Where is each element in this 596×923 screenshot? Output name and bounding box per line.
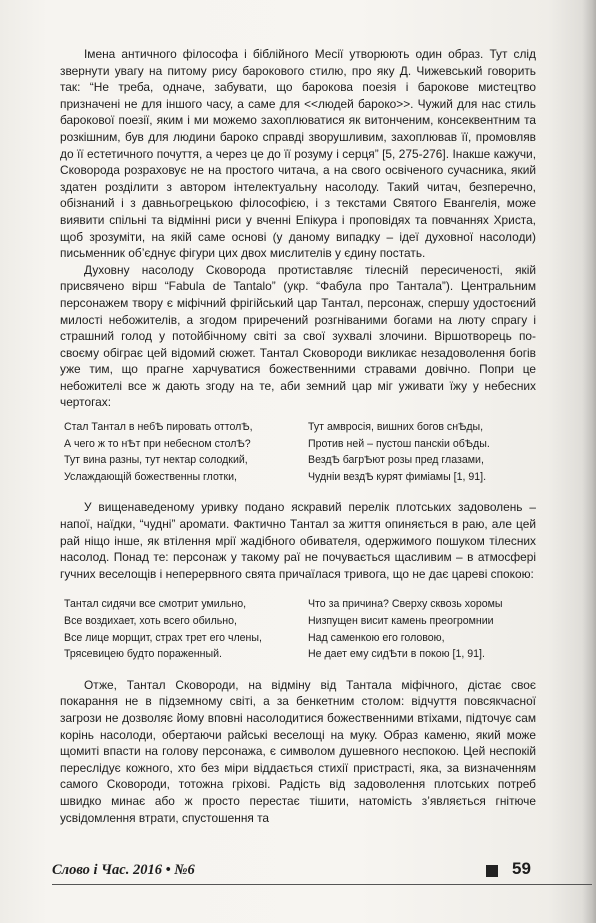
verse-line: Над саменкою его головою,: [308, 631, 445, 644]
journal-title: Слово і Час. 2016 • №6: [52, 862, 195, 878]
poem-2-right-column: [308, 596, 536, 662]
square-marker-icon: [486, 865, 498, 877]
article-body: [60, 46, 536, 826]
verse-line: Стал Тантал в небѢ пировать оттолѢ,: [64, 421, 253, 434]
verse-line: Низпущен висит камень преогромнии: [308, 615, 494, 627]
verse-line: Чудніи вездѢ курят фиміамы [1, 91].: [308, 470, 487, 483]
poem-1-left-column: [64, 419, 292, 485]
verse-line: Против ней – пустош панскіи обѢды.: [308, 437, 490, 450]
verse-line: Все воздихает, хоть всего обильно,: [64, 615, 237, 627]
page-footer: [52, 856, 542, 886]
verse-line: А чего ж то нѢт при небесном столѢ?: [64, 437, 251, 450]
paragraph-3: У вищенаведеному уривку подано яскравий перелік плотських задоволень – напої, наїдки, “чудні” аромати. Фактично Тантал за життя опиняється в раю, але цей рай ніщо інше, як втілення мрії жадібного обивателя, одержимого пошуком тілесних насолод. Понад те: персонаж у такому раї не почувається щасливим – в атмосфері гучних веселощів і неперервного свята причаїлася тривога, що не дає цареві спокою:: [60, 500, 536, 581]
paragraph-2: Духовну насолоду Сковорода протиставляє тілесній пересиченості, якій присвячено вірш “Fabula de Tantalo” (укр. “Фабула про Тантала”). Центральним персонажем твору є міфічний фрігійський цар Тантал, персонаж, спершу удостоєний милості небожителів, а згодом приречений розгніваними богами на люту спрагу і страшний голод у потойбічному світі за свої зухвалі злочини. Віршотворець по-своєму обіграє цей відомий сюжет. Тантал Сковороди викликає незадоволення богів уже тим, що прагне харчуватися божественними стравами довічно. Попри це небожителі все ж дають згоду на те, аби земний цар міг уживати їжу у небесних чертогах:: [60, 262, 536, 410]
verse-line: Все лице морщит, страх трет его члены,: [64, 631, 262, 644]
verse-line: Что за причина? Сверху сквозь хоромы: [308, 598, 503, 611]
poem-2-left-column: [64, 596, 292, 662]
paragraph-1: Імена античного філософа і біблійного Месії утворюють один образ. Тут слід звернути увагу на питому рису барокового стилю, про яку Д. Чижевський говорить так: “Не треба, одначе, забувати, що барокова поезія і барокове мистецтво призначені не для іншого часу, а саме для <<людей бароко>>. Чужий для нас стиль барокової поезії, яким і ми можемо захоплюватися як витонченим, консеквентним та розкішним, був для людини бароко справді зворушливим, захоплював її, промовляв до її естетичного почуття, а через це до її розуму і серця” [5, 275-276]. Інакше кажучи, Сковорода розраховує не на простого читача, а на свого освіченого сучасника, який здатен розділити з автором інтелектуальну насолоду. Такий читач, безперечно, обізнаний і з давньогрецькою філософією, і з текстами Святого Евангелія, може виявити спільні та відмінні риси у вченні Епікура і проповідях та повчаннях Христа, щоб зрозуміти, на якій саме основі (у даному випадку – ідеї духовної насолоди) письменник об’єднує фігури цих двох мислителів у єдину постать.: [60, 47, 536, 261]
verse-line: Услаждающій божественны глотки,: [64, 470, 237, 483]
poem-excerpt-1: [60, 419, 536, 485]
verse-line: Тут амвросія, вишних богов снѢды,: [308, 421, 484, 434]
poem-excerpt-2: [60, 596, 536, 662]
verse-line: Тантал сидячи все смотрит умильно,: [64, 598, 247, 611]
paragraph-4: Отже, Тантал Сковороди, на відміну від Тантала міфічного, дістає своє покарання не в підземному світі, а за бенкетним столом: відчуття повсякчасної загрози не дозволяє йому вповні насолодитися божественними втіхами, підточує сам корінь насолоди, обертаючи райські веселощі на муку. Образ каменю, який може щомиті впасти на голову персонажа, є символом душевного неспокою. Цей неспокій переслідує кожного, хто без міри віддається стихії пристрасті, яка, за визначенням самого Сковороди, тотожна гріхові. Радість від задоволення плотських потреб швидко минає або ж просто перестає тішити, натомість з’являється гнітюче усвідомлення втрати, спустошення та: [60, 677, 536, 825]
verse-line: Тут вина разны, тут нектар солодкий,: [64, 454, 248, 467]
verse-line: Не дает ему сидѢти в покою [1, 91].: [308, 648, 485, 661]
page-edge-shadow: [582, 0, 596, 923]
verse-line: Трясевицею будто пораженный.: [64, 648, 222, 661]
verse-line: ВездѢ багрѢют розы пред глазами,: [308, 454, 484, 467]
poem-1-right-column: [308, 419, 536, 485]
page-number: 59: [512, 859, 531, 878]
footer-rule: [52, 884, 592, 885]
